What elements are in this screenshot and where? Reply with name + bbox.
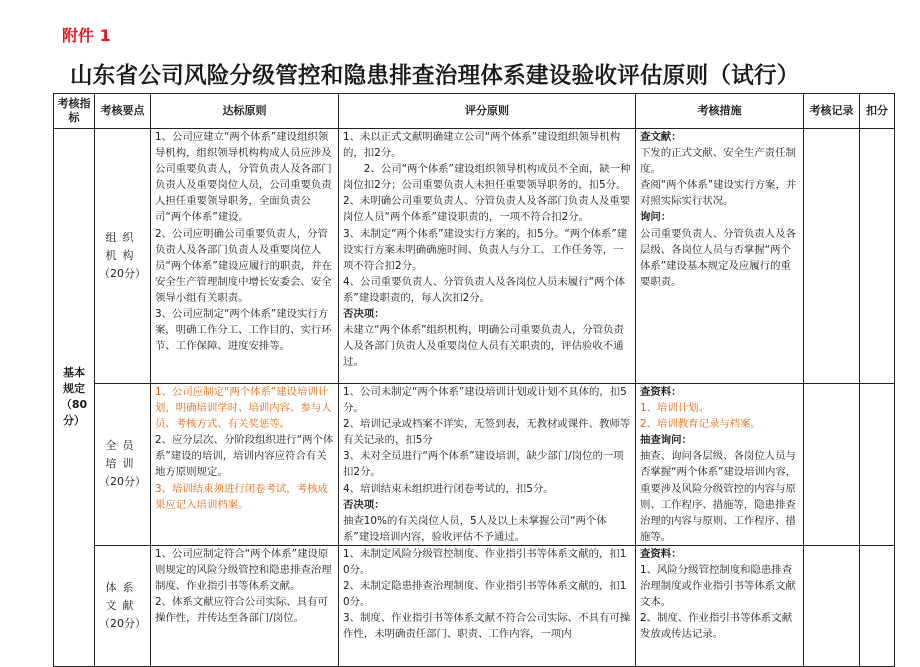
header-point: 考核要点 [95, 94, 151, 129]
measure-item: 公司重要负责人、分管负责人及各层级、各岗位人员与否掌握“两个体系”建设基本规定及应履行的重要职责。 [640, 227, 796, 288]
evaluation-table [53, 93, 895, 667]
scoring-item: 1、未制定风险分级管控制度、作业指引书等体系文献的，扣10分。 [343, 547, 627, 577]
scoring-cell [339, 384, 636, 546]
table-row [54, 129, 895, 384]
measure-item: 询问： [640, 211, 672, 224]
measure-item: 下发的正式文献、安全生产责任制度。 [640, 147, 796, 176]
header-measures: 考核措施 [636, 94, 804, 129]
scoring-item: 2、培训记录或档案不详实，无签到表，无教材或课件、教师等有关记录的，扣5分 [343, 418, 631, 447]
record-cell [804, 129, 860, 384]
indicator-cell: 基本规定（80分） [54, 129, 95, 667]
deduct-cell [860, 545, 895, 666]
scoring-cell [339, 545, 636, 666]
measures-cell [636, 545, 804, 666]
header-standard: 达标原则 [151, 94, 339, 129]
scoring-item: 2、公司“两个体系”建设组织领导机构成员不全面，缺一种岗位扣2分；公司重要负责人未担任重要领导职务的，扣5分。 [343, 163, 631, 192]
scoring-item: 3、未对全员进行“两个体系”建设培训，缺少部门/岗位的一项扣2分。 [343, 450, 624, 479]
measure-item: 抽查、询问各层级、各岗位人员与否掌握“两个体系”建设培训内容，重要涉及风险分级管控的内容与原则、工作程序、措施等，隐患排查治理的内容与原则、工作程序、措施等。 [640, 450, 797, 543]
standard-item: 1、公司应制定“两个体系”建设培训计划，明确培训学时、培训内容、参与人员、考核方式、有关奖惩等。 [155, 386, 332, 431]
table-row [54, 384, 895, 546]
table-row [54, 545, 895, 666]
header-deduct: 扣分 [860, 94, 895, 129]
measure-item: 1、培训计划。 [640, 402, 709, 415]
standard-cell [151, 545, 339, 666]
scoring-item: 4、培训结束未组织进行闭卷考试的，扣5分。 [343, 482, 554, 495]
header-indicator: 考核指标 [54, 94, 95, 129]
table-header-row [54, 94, 895, 129]
measures-cell [636, 129, 804, 384]
scoring-cell [339, 129, 636, 384]
standard-item: 2、公司应明确公司重要负责人，分管负责人及各部门负责人及重要岗位人员“两个体系”建设应履行的职责，并在安全生产管理制度中增长安委会、安全领导小组有关职责。 [155, 227, 333, 304]
scoring-item: 1、公司未制定“两个体系”建设培训计划或计划不具体的，扣5分。 [343, 386, 627, 415]
annex-label: 附件 1 [62, 26, 111, 45]
measure-item: 查文献： [640, 131, 682, 143]
scoring-item: 3、未制定“两个体系”建设实行方案的，扣5分。“两个体系”建设实行方案未明确确施时间、负责人与分工、工作任务等，一项不符合扣2分。 [343, 227, 628, 272]
veto-text: 抽查10%的有关岗位人员，5人及以上未掌握公司“两个体系”建设培训内容，验收评估不予通过。 [343, 514, 607, 543]
measure-item: 查资料： [640, 386, 682, 398]
measure-item: 查资料： [640, 547, 682, 560]
veto-label: 否决项： [343, 308, 385, 321]
header-scoring: 评分原则 [339, 94, 636, 129]
veto-label: 否决项： [343, 498, 385, 511]
measure-item: 2、培训教育记录与档案。 [640, 418, 761, 431]
point-score: （20分） [99, 616, 146, 630]
point-name: 体系文献 [105, 580, 140, 612]
scoring-item: 2、未明确公司重要负责人、分管负责人及各部门负责人及重要岗位人员“两个体系”建设职责的，一项不符合扣2分。 [343, 195, 631, 224]
scoring-item: 3、制度、作业指引书等体系文献不符合公司实际、不具有可操作性，未明确责任部门、职责、工作内容，一项内 [343, 612, 631, 641]
deduct-cell [860, 129, 895, 384]
record-cell [804, 545, 860, 666]
standard-item: 1、公司应制定符合“两个体系”建设原则规定的风险分级管控和隐患排查治理制度、作业指引书等体系文献。 [155, 547, 332, 593]
document-title: 山东省公司风险分级管控和隐患排查治理体系建设验收评估原则（试行） [70, 63, 800, 89]
point-score: （20分） [99, 267, 146, 280]
standard-cell [151, 384, 339, 546]
point-cell [95, 545, 151, 666]
veto-text: 未建立“两个体系”组织机构，明确公司重要负责人，分管负责人及各部门负责人及重要岗位人员有关职责的，评估验收不通过。 [343, 324, 624, 369]
scoring-item: 4、公司重要负责人、分管负责人及各岗位人员未履行“两个体系”建设职责的，每人次扣2分。 [343, 275, 626, 304]
point-score: （20分） [99, 475, 146, 489]
standard-item: 1、公司应建立“两个体系”建设组织领导机构，组织领导机构构成人员应涉及公司重要负责人，分管负责人及各部门负责人及重要岗位人员，公司重要负责人担任重要领导职务，全面负责公司“两个体系”建设。 [155, 131, 332, 224]
point-cell [95, 384, 151, 546]
standard-cell [151, 129, 339, 384]
measures-cell [636, 384, 804, 546]
header-record: 考核记录 [804, 94, 860, 129]
measure-item: 2、制度、作业指引书等体系文献发放或传达记录。 [640, 612, 793, 641]
record-cell [804, 384, 860, 546]
scoring-item: 1、未以正式文献明确建立公司“两个体系”建设组织领导机构的，扣2分。 [343, 131, 621, 160]
standard-item: 2、体系文献应符合公司实际、具有可操作性，并传达至各部门/岗位。 [155, 596, 328, 625]
deduct-cell [860, 384, 895, 546]
standard-item: 2、应分层次、分阶段组织进行“两个体系”建设的培训，培训内容应符合有关地方原则规定。 [155, 434, 334, 479]
point-name: 全员培训 [105, 439, 140, 471]
standard-item: 3、培训结束须进行闭卷考试，考核成果应记入培训档案。 [155, 482, 328, 511]
point-cell [95, 129, 151, 384]
standard-item: 3、公司应制定“两个体系”建设实行方案，明确工作分工、工作目的、实行环节、工作保障、进度安排等。 [155, 308, 332, 353]
scoring-item: 2、未制定隐患排查治理制度、作业指引书等体系文献的，扣10分。 [343, 580, 627, 609]
point-name: 组织机构 [105, 231, 140, 262]
measure-item: 抽查询问： [640, 434, 692, 447]
measure-item: 查阅“两个体系”建设实行方案，并对照实际实行状况。 [640, 179, 797, 208]
measure-item: 1、风险分级管控制度和隐患排查治理制度或作业指引书等体系文献文本。 [640, 564, 796, 609]
